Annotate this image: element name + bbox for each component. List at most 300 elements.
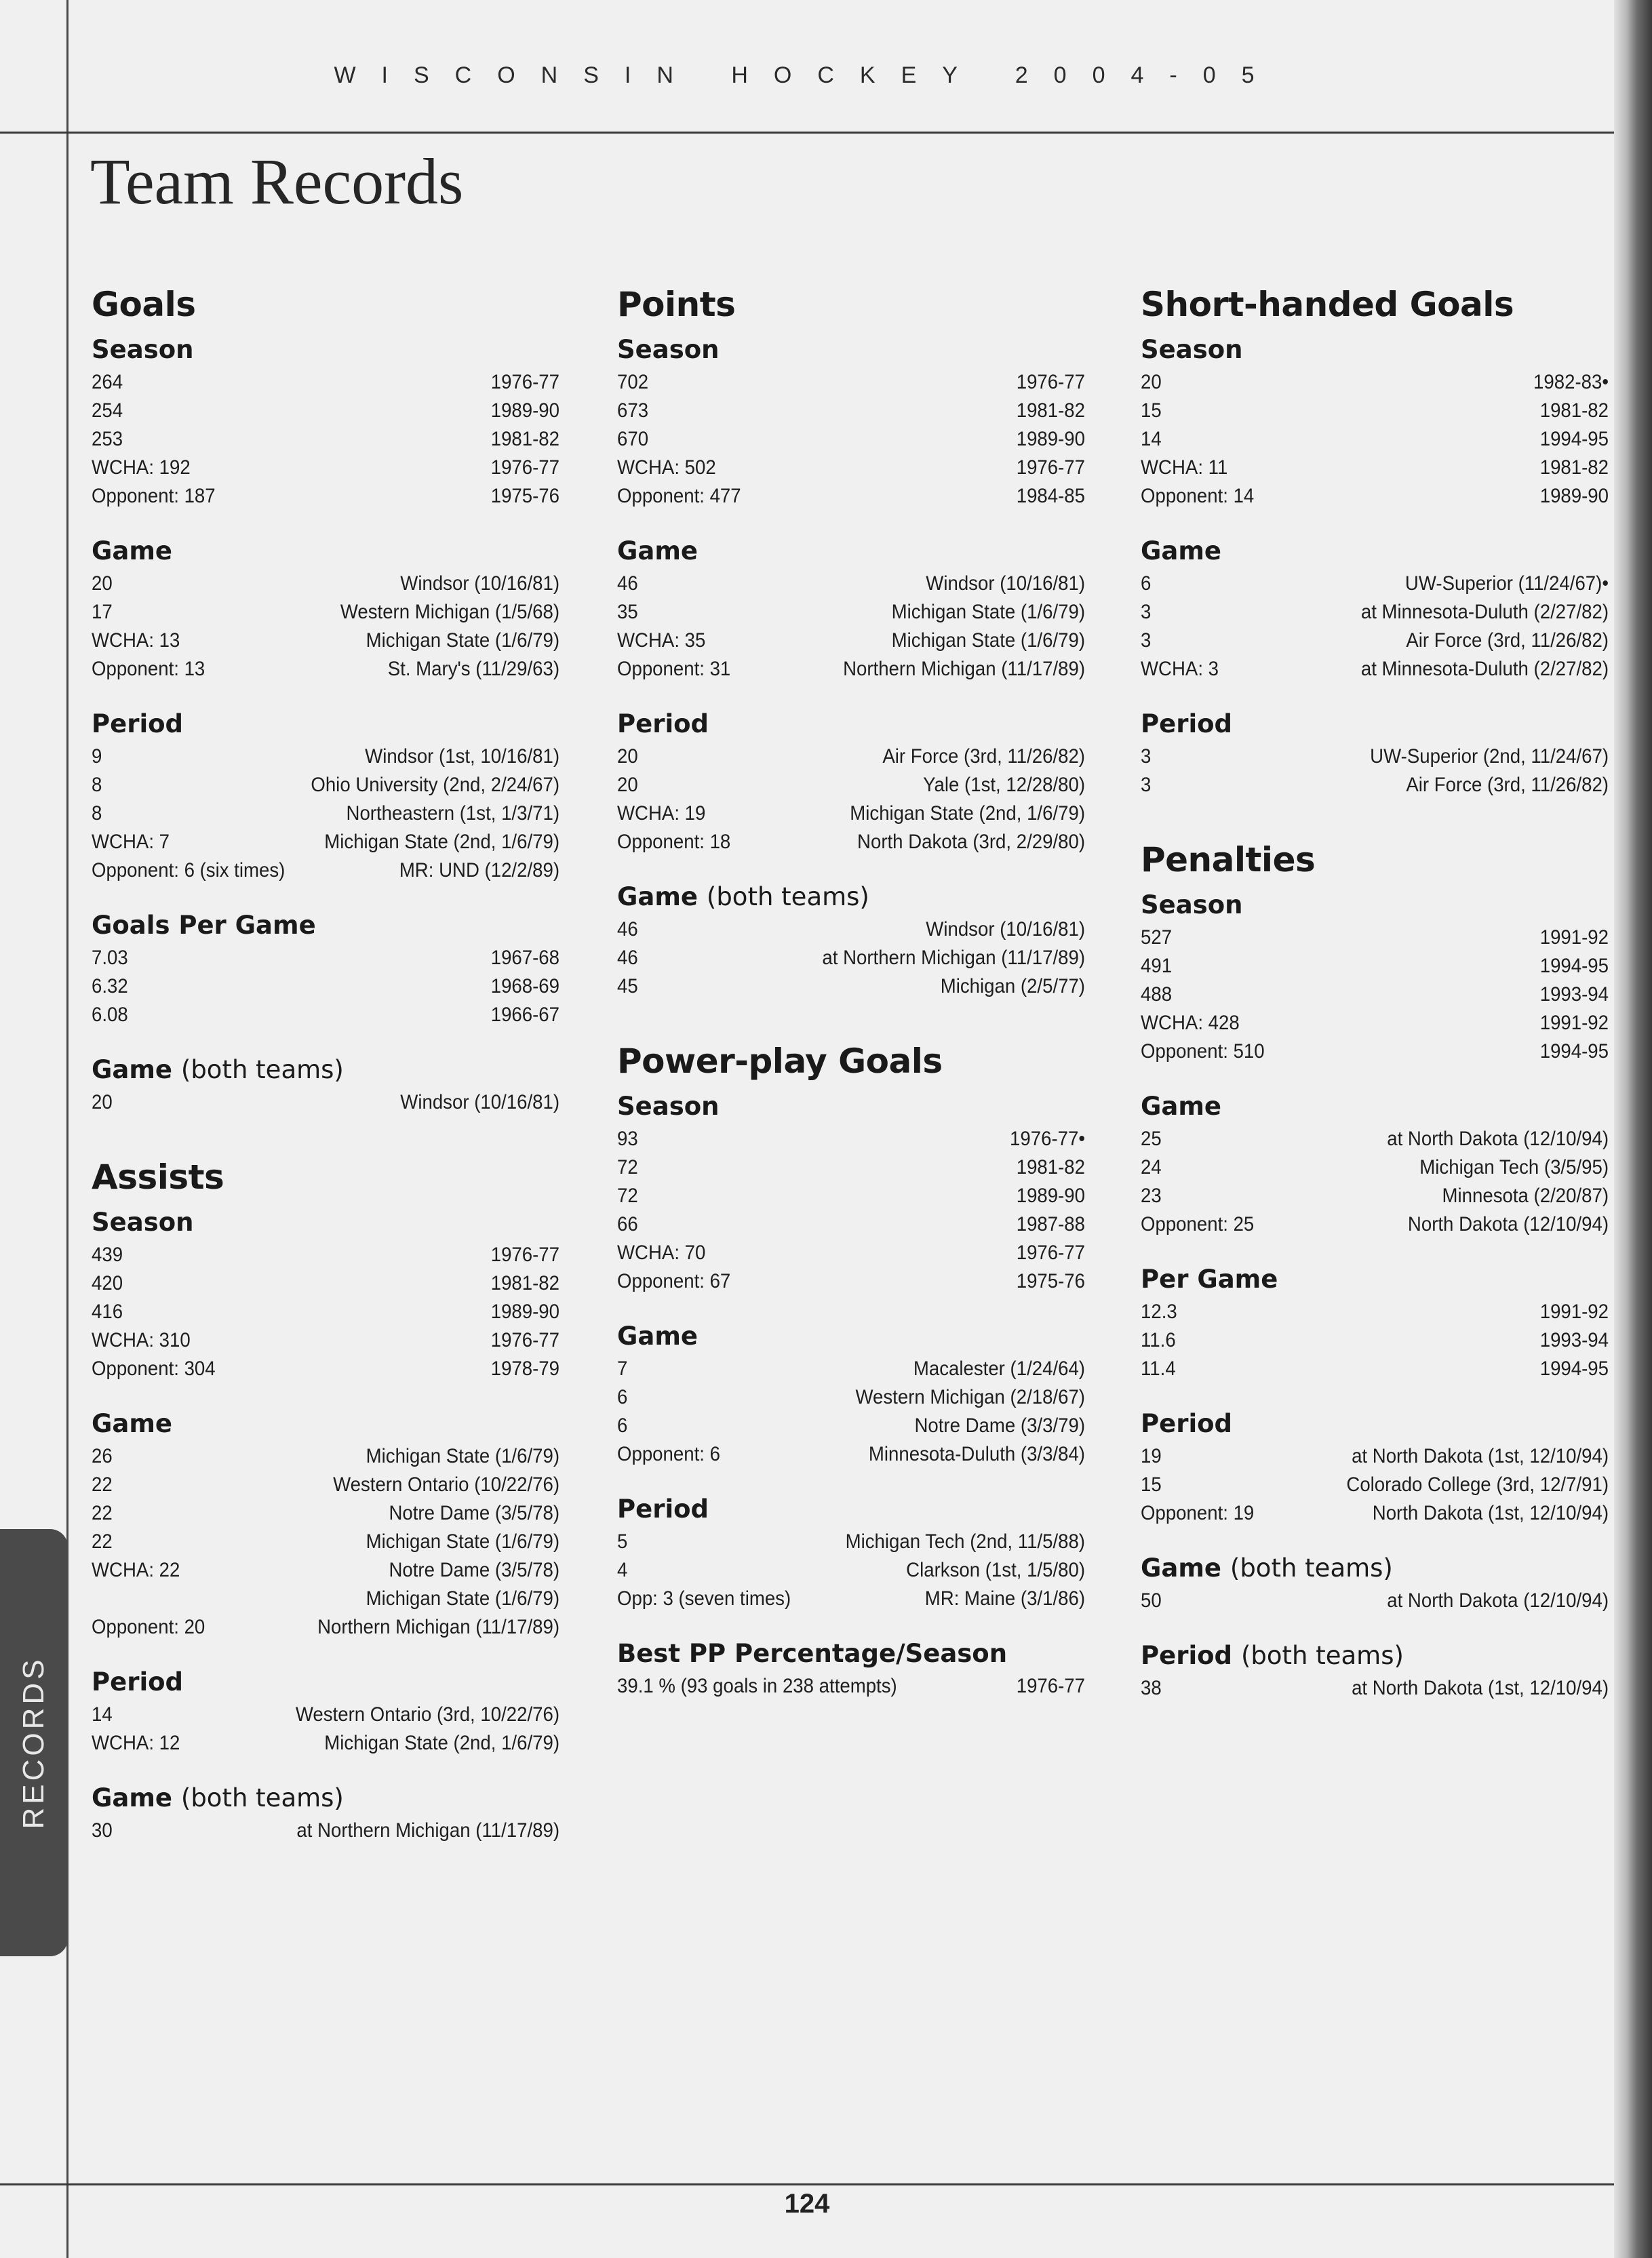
record-detail: 1976-77 xyxy=(1016,456,1086,479)
group-title-note: (both teams) xyxy=(1240,1641,1404,1670)
group-title-text: Season xyxy=(92,1208,194,1237)
record-detail: Minnesota (2/20/87) xyxy=(1442,1185,1609,1207)
record-row xyxy=(617,1125,1085,1153)
record-detail: Michigan State (1/6/79) xyxy=(366,1587,560,1610)
record-group xyxy=(92,709,559,885)
record-detail: Michigan State (2nd, 1/6/79) xyxy=(324,1732,560,1754)
record-detail: Windsor (10/16/81) xyxy=(926,572,1086,595)
section-title: Power-play Goals xyxy=(617,1042,943,1081)
record-row xyxy=(617,1267,1085,1296)
group-title xyxy=(1141,1641,1609,1670)
record-group xyxy=(92,1783,559,1845)
record-value: 4 xyxy=(617,1559,628,1581)
record-group xyxy=(92,1055,559,1117)
group-title-note: (both teams) xyxy=(180,1783,344,1813)
records-column-1 xyxy=(92,285,559,1845)
record-detail: MR: Maine (3/1/86) xyxy=(924,1587,1086,1610)
record-value: 8 xyxy=(92,802,102,825)
record-row xyxy=(92,1528,559,1556)
record-detail: Michigan (2/5/77) xyxy=(940,975,1086,997)
record-group xyxy=(1141,1553,1609,1615)
record-row xyxy=(1141,924,1609,952)
record-row xyxy=(617,799,1085,828)
record-group xyxy=(1141,1641,1609,1703)
record-detail: Michigan State (1/6/79) xyxy=(891,601,1086,623)
group-title-text: Period xyxy=(1141,1641,1233,1670)
record-detail: 1981-82 xyxy=(490,1272,560,1294)
section-title: Goals xyxy=(92,285,196,324)
group-title xyxy=(1141,709,1609,738)
record-row xyxy=(1141,1037,1609,1066)
group-title xyxy=(92,1667,559,1697)
record-detail: 1975-76 xyxy=(490,485,560,507)
record-row xyxy=(617,828,1085,856)
record-detail: 1991-92 xyxy=(1539,1012,1609,1034)
record-value: 17 xyxy=(92,601,113,623)
record-row xyxy=(1141,1153,1609,1182)
record-value: WCHA: 19 xyxy=(617,802,706,825)
record-section xyxy=(1141,840,1609,1703)
record-value: 8 xyxy=(92,774,102,796)
record-value: 9 xyxy=(92,745,102,768)
group-title-note: (both teams) xyxy=(180,1055,344,1084)
record-value: 20 xyxy=(92,572,113,595)
group-title-text: Period xyxy=(617,709,709,738)
record-value: 670 xyxy=(617,428,649,450)
record-row xyxy=(92,627,559,655)
record-row xyxy=(617,1153,1085,1182)
group-title xyxy=(92,1409,559,1438)
record-detail: at North Dakota (1st, 12/10/94) xyxy=(1352,1677,1609,1699)
record-value: 39.1 % (93 goals in 238 attempts) xyxy=(617,1675,897,1697)
record-value: Opponent: 20 xyxy=(92,1616,205,1638)
record-row xyxy=(1141,771,1609,799)
record-value: WCHA: 70 xyxy=(617,1242,706,1264)
record-value: 72 xyxy=(617,1185,638,1207)
record-group xyxy=(617,1322,1085,1469)
record-row xyxy=(617,1672,1085,1701)
record-value: Opponent: 187 xyxy=(92,485,216,507)
record-detail: 1968-69 xyxy=(490,975,560,997)
record-value: 3 xyxy=(1141,774,1152,796)
record-value: 26 xyxy=(92,1445,113,1467)
record-detail: 1976-77 xyxy=(490,371,560,393)
section-side-tab xyxy=(0,1529,68,1956)
group-title xyxy=(92,1783,559,1813)
record-detail: Air Force (3rd, 11/26/82) xyxy=(1406,774,1609,796)
record-value: 14 xyxy=(92,1703,113,1726)
record-detail: Air Force (3rd, 11/26/82) xyxy=(1406,629,1609,652)
group-title-text: Game xyxy=(92,1409,172,1438)
section-title: Short-handed Goals xyxy=(1141,285,1514,324)
group-title-text: Season xyxy=(1141,890,1243,919)
record-row xyxy=(92,1442,559,1471)
record-value: 253 xyxy=(92,428,123,450)
record-value: Opp: 3 (seven times) xyxy=(617,1587,791,1610)
header-rule xyxy=(0,132,1614,134)
record-row xyxy=(1141,627,1609,655)
record-value: 11.6 xyxy=(1141,1329,1176,1351)
record-row xyxy=(92,856,559,885)
group-title-text: Game xyxy=(617,882,698,911)
record-group xyxy=(617,709,1085,856)
section-title: Penalties xyxy=(1141,840,1316,879)
record-value: 22 xyxy=(92,1530,113,1553)
record-row xyxy=(617,1440,1085,1469)
record-row xyxy=(92,368,559,397)
record-value: 15 xyxy=(1141,1473,1162,1496)
record-row xyxy=(1141,1587,1609,1615)
record-value: Opponent: 31 xyxy=(617,658,731,680)
record-row xyxy=(92,1817,559,1845)
record-value: WCHA: 310 xyxy=(92,1329,191,1351)
record-row xyxy=(617,627,1085,655)
record-value: 6.32 xyxy=(92,975,128,997)
record-group xyxy=(1141,536,1609,684)
record-value: 30 xyxy=(92,1819,113,1842)
record-detail: 1994-95 xyxy=(1539,955,1609,977)
record-detail: Windsor (10/16/81) xyxy=(400,572,560,595)
record-row xyxy=(617,655,1085,684)
record-detail: Michigan State (1/6/79) xyxy=(366,1530,560,1553)
record-row xyxy=(92,828,559,856)
record-detail: at Minnesota-Duluth (2/27/82) xyxy=(1360,601,1609,623)
record-value: Opponent: 13 xyxy=(92,658,205,680)
record-value: 264 xyxy=(92,371,123,393)
record-row xyxy=(92,742,559,771)
group-title-text: Period xyxy=(92,1667,184,1697)
record-detail: 1981-82 xyxy=(1539,399,1609,422)
record-value: 46 xyxy=(617,947,638,969)
group-title-text: Goals Per Game xyxy=(92,911,316,940)
record-value: 22 xyxy=(92,1473,113,1496)
record-value: 527 xyxy=(1141,926,1173,949)
record-value: WCHA: 12 xyxy=(92,1732,180,1754)
record-detail: 1994-95 xyxy=(1539,1358,1609,1380)
group-title xyxy=(617,536,1085,566)
record-detail: Michigan Tech (2nd, 11/5/88) xyxy=(845,1530,1086,1553)
group-title xyxy=(617,709,1085,738)
record-value: 35 xyxy=(617,601,638,623)
record-row xyxy=(92,397,559,425)
record-value: 254 xyxy=(92,399,123,422)
group-title-text: Period xyxy=(92,709,184,738)
record-value: Opponent: 477 xyxy=(617,485,741,507)
record-value: 38 xyxy=(1141,1677,1162,1699)
record-detail: Michigan Tech (3/5/95) xyxy=(1419,1156,1609,1178)
record-value: Opponent: 67 xyxy=(617,1270,731,1292)
group-title xyxy=(617,882,1085,911)
record-value: 14 xyxy=(1141,428,1162,450)
record-detail: 1981-82 xyxy=(1016,1156,1086,1178)
record-row xyxy=(617,482,1085,511)
record-detail: 1991-92 xyxy=(1539,1301,1609,1323)
group-title xyxy=(92,536,559,566)
record-detail: 1987-88 xyxy=(1016,1213,1086,1235)
record-value: 20 xyxy=(617,774,638,796)
record-value: 15 xyxy=(1141,399,1162,422)
record-row xyxy=(617,1210,1085,1239)
group-title-text: Game xyxy=(92,536,172,566)
record-detail: 1981-82 xyxy=(490,428,560,450)
record-row xyxy=(92,1326,559,1355)
group-title-text: Season xyxy=(617,335,720,364)
group-title-text: Game xyxy=(92,1783,172,1813)
record-row xyxy=(617,1355,1085,1383)
record-value: 702 xyxy=(617,371,649,393)
record-detail: St. Mary's (11/29/63) xyxy=(387,658,560,680)
record-row xyxy=(617,1528,1085,1556)
record-row xyxy=(617,1585,1085,1613)
records-column-3 xyxy=(1141,285,1609,1703)
record-value: 46 xyxy=(617,572,638,595)
record-value: 46 xyxy=(617,918,638,940)
record-row xyxy=(617,454,1085,482)
record-row xyxy=(1141,1355,1609,1383)
group-title-text: Season xyxy=(1141,335,1243,364)
group-title-text: Period xyxy=(1141,709,1233,738)
group-title-text: Game xyxy=(1141,1092,1221,1121)
record-detail: 1976-77 xyxy=(1016,1242,1086,1264)
group-title xyxy=(1141,536,1609,566)
record-detail: 1989-90 xyxy=(490,1301,560,1323)
record-row xyxy=(92,1269,559,1298)
group-title xyxy=(1141,1092,1609,1121)
record-detail: Michigan State (2nd, 1/6/79) xyxy=(850,802,1086,825)
records-column-2 xyxy=(617,285,1085,1701)
record-value: 6 xyxy=(617,1414,628,1437)
record-value: Opponent: 18 xyxy=(617,831,731,853)
record-value: 7 xyxy=(617,1358,628,1380)
group-title xyxy=(92,709,559,738)
running-header: WISCONSIN HOCKEY 2004-05 xyxy=(334,62,1280,88)
group-title-text: Game xyxy=(617,1322,698,1351)
record-detail: Michigan State (2nd, 1/6/79) xyxy=(324,831,560,853)
record-group xyxy=(92,335,559,511)
record-row xyxy=(92,1471,559,1499)
record-detail: Air Force (3rd, 11/26/82) xyxy=(882,745,1086,768)
record-row xyxy=(1141,397,1609,425)
record-value: 6 xyxy=(617,1386,628,1408)
record-value: 6.08 xyxy=(92,1004,128,1026)
record-value: 66 xyxy=(617,1213,638,1235)
record-value: 93 xyxy=(617,1128,638,1150)
record-value: 491 xyxy=(1141,955,1173,977)
record-detail: 1989-90 xyxy=(1539,485,1609,507)
record-detail: 1976-77 xyxy=(1016,1675,1086,1697)
group-title xyxy=(1141,890,1609,919)
group-title xyxy=(617,335,1085,364)
record-value: 23 xyxy=(1141,1185,1162,1207)
record-row xyxy=(1141,1674,1609,1703)
record-row xyxy=(92,1499,559,1528)
record-group xyxy=(92,536,559,684)
record-value: Opponent: 6 xyxy=(617,1443,720,1465)
record-section xyxy=(92,285,559,1117)
record-detail: Notre Dame (3/3/79) xyxy=(914,1414,1086,1437)
record-detail: Western Ontario (10/22/76) xyxy=(333,1473,560,1496)
record-detail: Western Ontario (3rd, 10/22/76) xyxy=(295,1703,560,1726)
record-value: WCHA: 22 xyxy=(92,1559,180,1581)
record-value: 25 xyxy=(1141,1128,1162,1150)
record-row xyxy=(617,1383,1085,1412)
record-detail: Notre Dame (3/5/78) xyxy=(389,1502,560,1524)
record-row xyxy=(1141,952,1609,981)
group-title xyxy=(617,1092,1085,1121)
record-value: 22 xyxy=(92,1502,113,1524)
record-detail: North Dakota (3rd, 2/29/80) xyxy=(857,831,1086,853)
record-value: WCHA: 11 xyxy=(1141,456,1228,479)
record-row xyxy=(92,1585,559,1613)
record-detail: Northern Michigan (11/17/89) xyxy=(843,658,1086,680)
record-section xyxy=(92,1157,559,1845)
record-value: 12.3 xyxy=(1141,1301,1177,1323)
record-row xyxy=(92,771,559,799)
record-value: 6 xyxy=(1141,572,1152,595)
record-detail: 1994-95 xyxy=(1539,428,1609,450)
record-detail: 1976-77• xyxy=(1010,1128,1086,1150)
record-row xyxy=(1141,368,1609,397)
record-value: 5 xyxy=(617,1530,628,1553)
record-value: 439 xyxy=(92,1244,123,1266)
record-detail: 1981-82 xyxy=(1539,456,1609,479)
record-row xyxy=(617,397,1085,425)
record-row xyxy=(92,425,559,454)
group-title-text: Best PP Percentage/Season xyxy=(617,1639,1008,1668)
record-group xyxy=(1141,1409,1609,1528)
record-detail: Macalester (1/24/64) xyxy=(913,1358,1086,1380)
record-detail: at North Dakota (1st, 12/10/94) xyxy=(1352,1445,1609,1467)
page-binding-shadow xyxy=(1614,0,1652,2258)
record-row xyxy=(1141,425,1609,454)
record-group xyxy=(617,1092,1085,1296)
record-value: 7.03 xyxy=(92,947,128,969)
footer-rule xyxy=(0,2183,1614,2185)
record-detail: at Northern Michigan (11/17/89) xyxy=(296,1819,560,1842)
record-row xyxy=(1141,1125,1609,1153)
record-row xyxy=(617,368,1085,397)
record-detail: 1989-90 xyxy=(490,399,560,422)
group-title xyxy=(92,911,559,940)
record-row xyxy=(92,1556,559,1585)
record-value: Opponent: 25 xyxy=(1141,1213,1255,1235)
record-value: WCHA: 7 xyxy=(92,831,170,853)
page-title: Team Records xyxy=(90,145,464,218)
record-row xyxy=(617,944,1085,972)
record-row xyxy=(617,742,1085,771)
record-group xyxy=(92,1667,559,1758)
record-row xyxy=(1141,1499,1609,1528)
record-row xyxy=(92,1298,559,1326)
record-detail: 1984-85 xyxy=(1016,485,1086,507)
record-row xyxy=(92,1001,559,1029)
record-detail: Western Michigan (1/5/68) xyxy=(340,601,560,623)
record-row xyxy=(617,1556,1085,1585)
record-group xyxy=(617,536,1085,684)
record-detail: Notre Dame (3/5/78) xyxy=(389,1559,560,1581)
record-value: 45 xyxy=(617,975,638,997)
record-row xyxy=(617,598,1085,627)
record-value: Opponent: 14 xyxy=(1141,485,1255,507)
group-title xyxy=(92,1208,559,1237)
section-title: Assists xyxy=(92,1157,224,1197)
record-group xyxy=(1141,1092,1609,1239)
record-row xyxy=(92,944,559,972)
record-detail: 1989-90 xyxy=(1016,1185,1086,1207)
side-tab-label: RECORDS xyxy=(17,1656,50,1829)
record-detail: Windsor (10/16/81) xyxy=(400,1091,560,1113)
record-row xyxy=(92,1701,559,1729)
record-row xyxy=(1141,1326,1609,1355)
record-detail: 1966-67 xyxy=(490,1004,560,1026)
record-row xyxy=(1141,1182,1609,1210)
record-row xyxy=(92,598,559,627)
record-detail: 1976-77 xyxy=(490,1329,560,1351)
record-detail: at Northern Michigan (11/17/89) xyxy=(822,947,1086,969)
group-title-note: (both teams) xyxy=(706,882,869,911)
record-detail: Michigan State (1/6/79) xyxy=(891,629,1086,652)
record-value: 20 xyxy=(92,1091,113,1113)
record-value: Opponent: 510 xyxy=(1141,1040,1265,1063)
record-row xyxy=(92,1355,559,1383)
record-value: 420 xyxy=(92,1272,123,1294)
record-detail: 1976-77 xyxy=(1016,371,1086,393)
group-title-text: Game xyxy=(1141,536,1221,566)
record-row xyxy=(617,1412,1085,1440)
group-title xyxy=(617,1639,1085,1668)
record-section xyxy=(1141,285,1609,799)
group-title-text: Period xyxy=(617,1494,709,1524)
record-row xyxy=(92,454,559,482)
record-group xyxy=(92,1409,559,1642)
record-detail: Michigan State (1/6/79) xyxy=(366,1445,560,1467)
record-value: 72 xyxy=(617,1156,638,1178)
record-value: 11.4 xyxy=(1141,1358,1176,1380)
record-group xyxy=(92,1208,559,1383)
record-row xyxy=(617,1182,1085,1210)
record-detail: Northern Michigan (11/17/89) xyxy=(317,1616,560,1638)
record-detail: MR: UND (12/2/89) xyxy=(399,859,560,882)
record-row xyxy=(92,1613,559,1642)
record-group xyxy=(617,335,1085,511)
record-detail: Windsor (1st, 10/16/81) xyxy=(365,745,560,768)
record-row xyxy=(1141,981,1609,1009)
group-title-text: Season xyxy=(617,1092,720,1121)
record-value: WCHA: 428 xyxy=(1141,1012,1240,1034)
record-detail: 1991-92 xyxy=(1539,926,1609,949)
page-number: 124 xyxy=(784,2189,830,2219)
record-detail: 1993-94 xyxy=(1539,983,1609,1006)
group-title xyxy=(1141,1553,1609,1583)
record-detail: 1994-95 xyxy=(1539,1040,1609,1063)
record-detail: at North Dakota (12/10/94) xyxy=(1387,1128,1609,1150)
record-group xyxy=(1141,890,1609,1066)
record-value: Opponent: 6 (six times) xyxy=(92,859,286,882)
record-detail: UW-Superior (11/24/67)• xyxy=(1404,572,1609,595)
group-title-text: Game xyxy=(92,1055,172,1084)
record-value: 416 xyxy=(92,1301,123,1323)
record-row xyxy=(617,1239,1085,1267)
record-row xyxy=(92,570,559,598)
record-detail: 1978-79 xyxy=(490,1358,560,1380)
record-row xyxy=(92,1241,559,1269)
record-detail: 1976-77 xyxy=(490,1244,560,1266)
record-row xyxy=(617,972,1085,1001)
record-group xyxy=(617,882,1085,1001)
record-row xyxy=(1141,1471,1609,1499)
record-detail: 1993-94 xyxy=(1539,1329,1609,1351)
record-row xyxy=(1141,655,1609,684)
